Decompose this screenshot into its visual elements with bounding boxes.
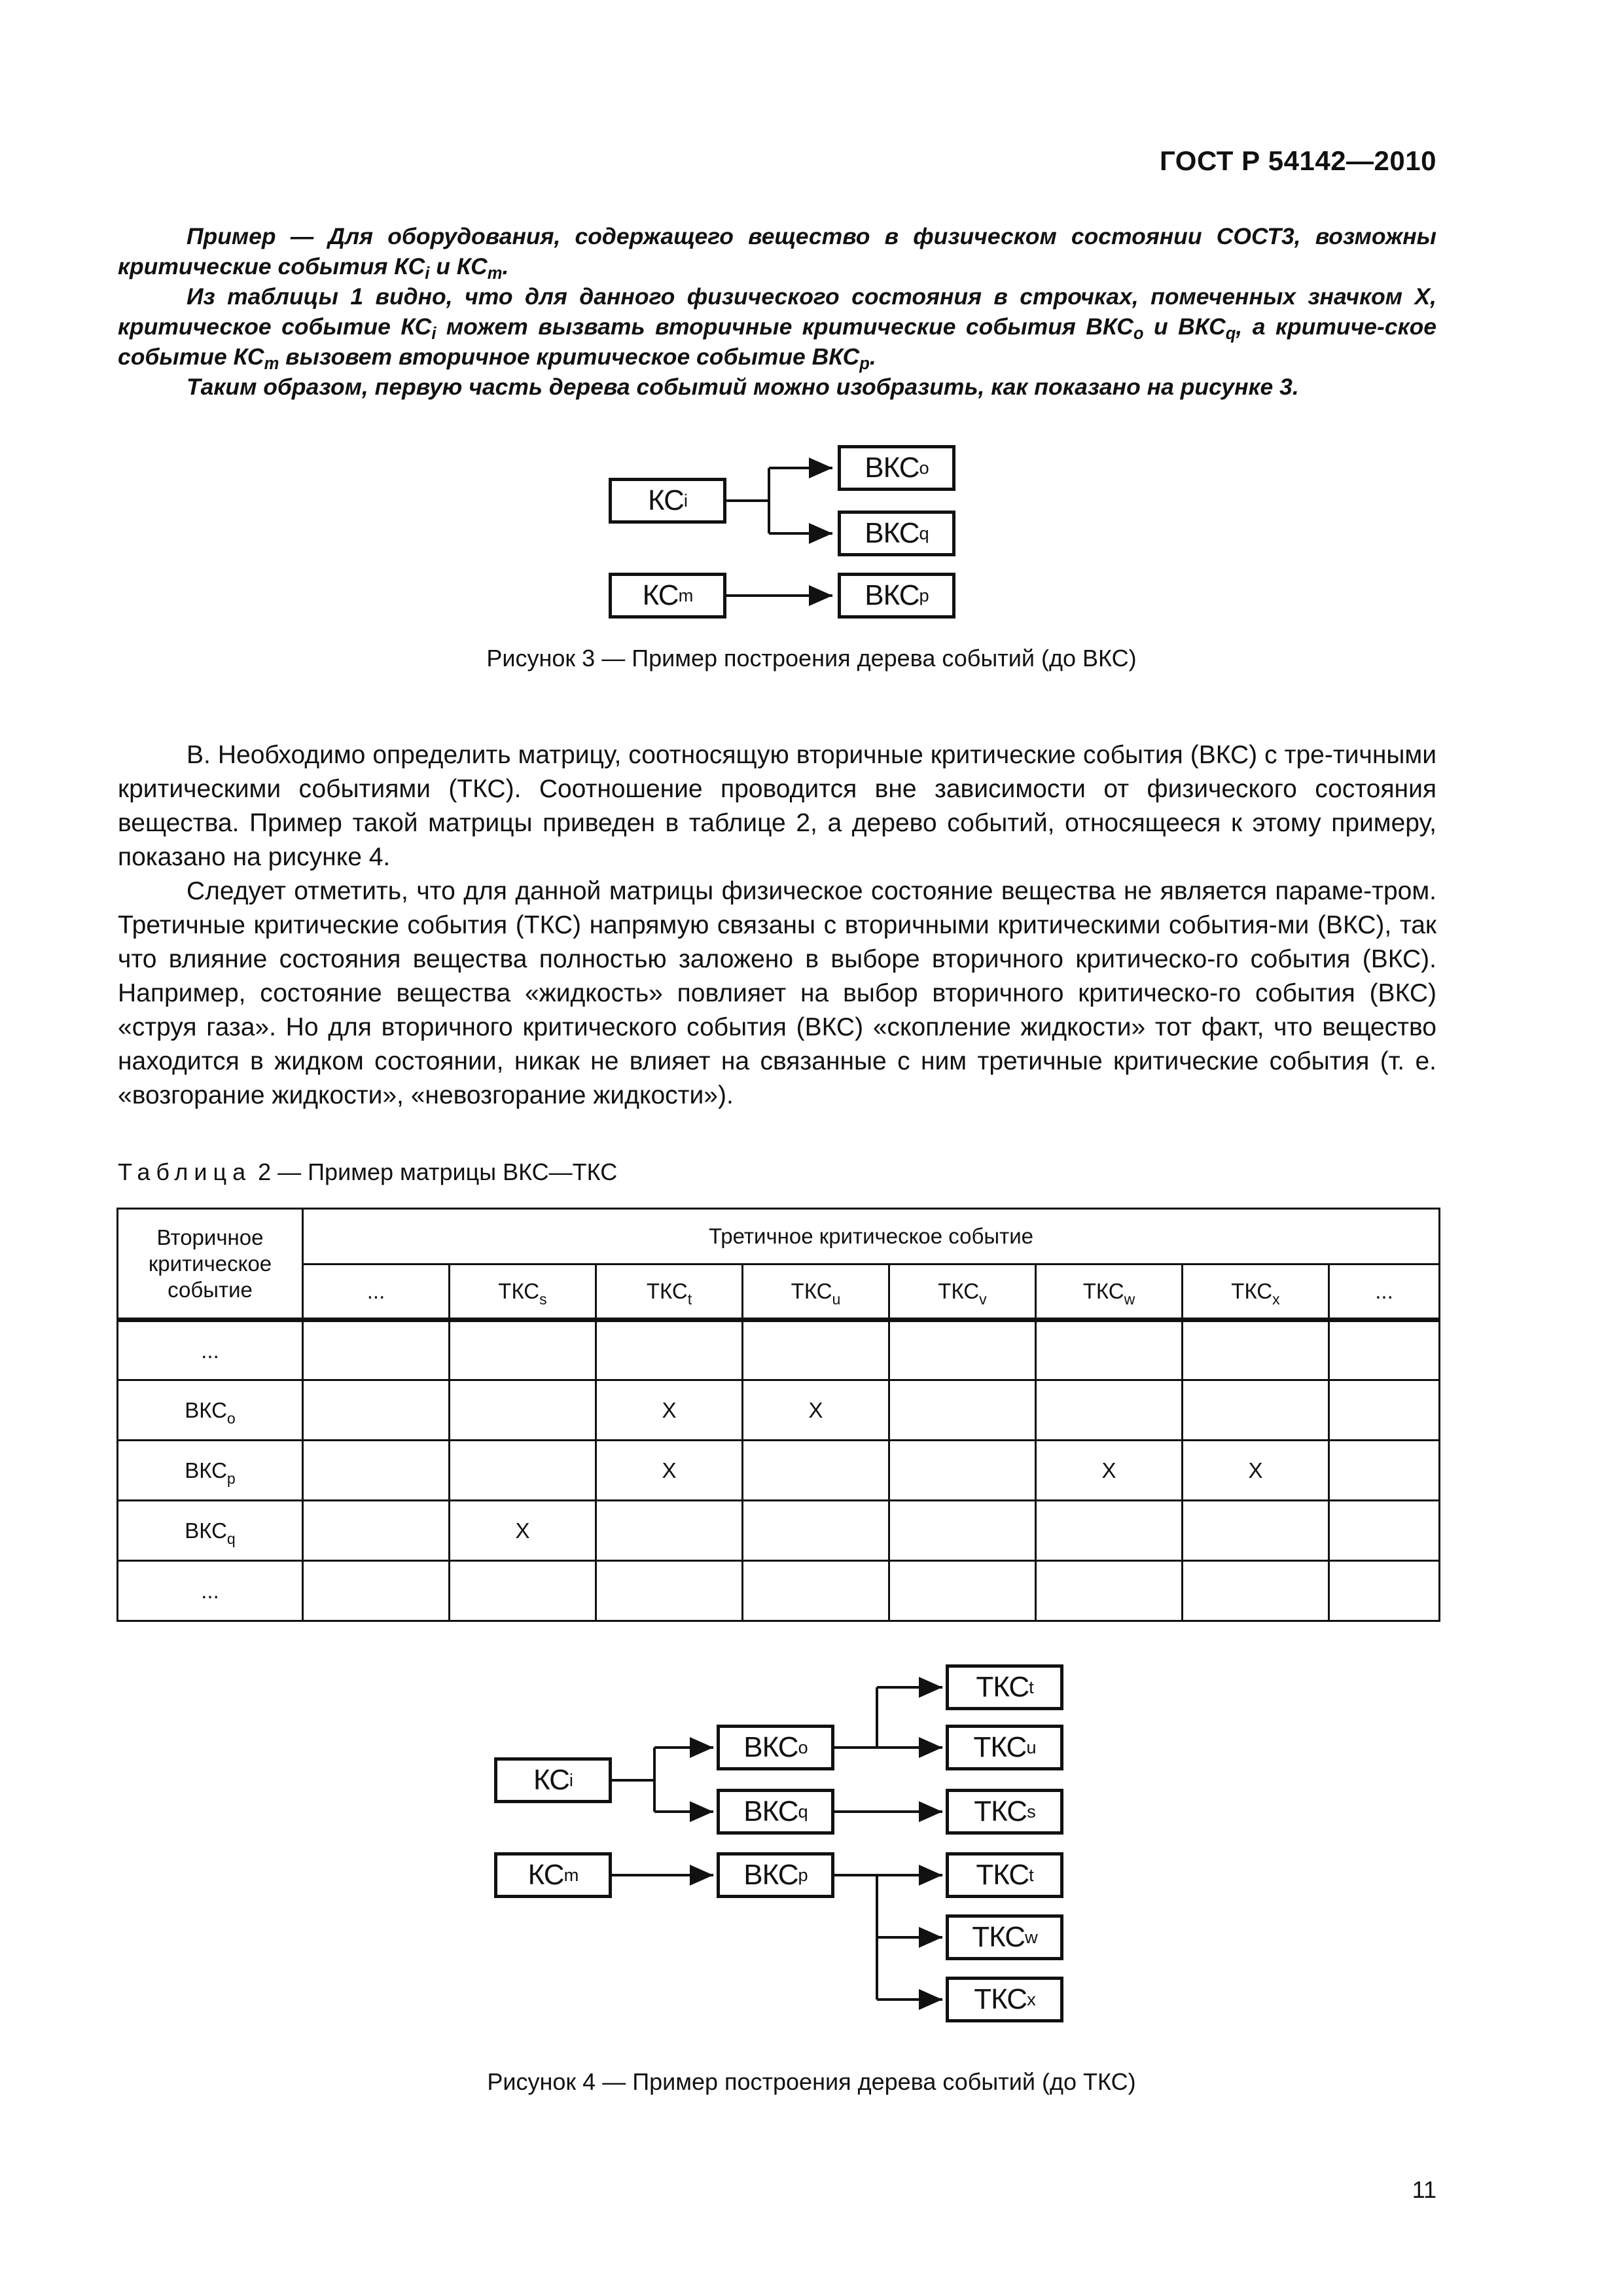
table-2-matrix bbox=[116, 1208, 1440, 1622]
table-cell bbox=[889, 1380, 1036, 1441]
table-cell bbox=[1183, 1561, 1329, 1621]
table-cell bbox=[1036, 1320, 1183, 1380]
node-tks-t: ТКС t bbox=[946, 1664, 1063, 1710]
document-standard-number: ГОСТ Р 54142—2010 bbox=[1160, 145, 1436, 176]
table-column-header: $ТКС_t$ bbox=[596, 1265, 743, 1320]
table-cell bbox=[743, 1441, 889, 1501]
node-tks-x: ТКС x bbox=[946, 1977, 1063, 2022]
table-cell bbox=[450, 1380, 596, 1441]
example-paragraph-3: Таким образом, первую часть дерева событий можно изобразить, как показано на рисунке 3. bbox=[187, 374, 1299, 400]
table-cell bbox=[1329, 1561, 1440, 1621]
body-paragraph-2: Следует отметить, что для данной матрицы физическое состояние вещества не является параме-тром. Третичные критические события (ТКС) напрямую связаны с вторичными критическими события-ми (ВКС), так что влияние состояния вещества полностью заложено в выборе вторичного критическо-го события (ВКС). Например, состояние вещества «жидкость» повлияет на выбор вторичного критическо-го события (ВКС) «струя газа». Но для вторичного критического события (ВКС) «скопление жидкости» тот факт, что вещество находится в жидком состоянии, никак не влияет на связанные с ним третичные критические события (т. е. «возгорание жидкости», «невозгорание жидкости»). bbox=[118, 877, 1436, 1109]
node-ks-i: КС i bbox=[494, 1757, 612, 1803]
node-tks-t-2: ТКС t bbox=[946, 1852, 1063, 1898]
table-row bbox=[118, 1441, 1440, 1501]
table-cell bbox=[596, 1320, 743, 1380]
table-row bbox=[118, 1501, 1440, 1561]
table-cell bbox=[889, 1501, 1036, 1561]
table-cell bbox=[1329, 1501, 1440, 1561]
table-cell bbox=[1036, 1501, 1183, 1561]
table-2-title: Таблица 2 — Пример матрицы ВКС—ТКС bbox=[118, 1158, 618, 1185]
table-cell bbox=[450, 1320, 596, 1380]
table-cell: X bbox=[1036, 1441, 1183, 1501]
table-cell bbox=[303, 1501, 450, 1561]
body-paragraph-1: В. Необходимо определить матрицу, соотносящую вторичные критические события (ВКС) с тре-тичными критическими событиями (ТКС). Соотношение проводится вне зависимости от физического состояния вещества. Пример такой матрицы приведен в таблице 2, а дерево событий, относящееся к этому примеру, показано на рисунке 4. bbox=[118, 741, 1436, 871]
example-paragraph-2: Из таблицы 1 видно, что для данного физического состояния в строчках, помеченных значком X, критическое событие $КС_i$ может вызвать вторичные критические события $ВКС_o$ и $ВКС_q$, а критиче-ское событие $КС_m$ вызовет вторичное критическое событие $ВКС_p$. bbox=[118, 283, 1436, 374]
table-cell bbox=[1329, 1320, 1440, 1380]
node-ks-i: КС i bbox=[609, 478, 726, 524]
table-row-label: ... bbox=[118, 1561, 303, 1621]
table-row bbox=[118, 1380, 1440, 1441]
table-cell bbox=[303, 1380, 450, 1441]
table-cell bbox=[1036, 1561, 1183, 1621]
table-cell: X bbox=[1183, 1441, 1329, 1501]
table-column-header: ... bbox=[303, 1265, 450, 1320]
table-cell bbox=[1329, 1380, 1440, 1441]
table-cell bbox=[596, 1561, 743, 1621]
table-cell bbox=[1329, 1441, 1440, 1501]
body-text bbox=[118, 738, 1436, 1113]
node-vks-o: ВКС o bbox=[838, 445, 955, 491]
table-cell: X bbox=[450, 1501, 596, 1561]
table-cell bbox=[743, 1501, 889, 1561]
figure-4-caption: Рисунок 4 — Пример построения дерева событий (до ТКС) bbox=[487, 2068, 1136, 2095]
example-block bbox=[118, 221, 1436, 402]
node-tks-w: ТКС w bbox=[946, 1914, 1063, 1960]
table-row-label: $ВКС_o$ bbox=[118, 1380, 303, 1441]
table-cell: X bbox=[743, 1380, 889, 1441]
node-vks-p: ВКС p bbox=[838, 573, 955, 619]
table-cell bbox=[1183, 1501, 1329, 1561]
node-vks-o: ВКС o bbox=[717, 1725, 834, 1770]
table-column-header: $ТКС_x$ bbox=[1183, 1265, 1329, 1320]
table-cell bbox=[1036, 1380, 1183, 1441]
node-vks-q: ВКС q bbox=[838, 511, 955, 556]
table-column-header: $ТКС_w$ bbox=[1036, 1265, 1183, 1320]
table-cell bbox=[743, 1320, 889, 1380]
table-row-header: Вторичное критическое событие bbox=[118, 1209, 303, 1320]
table-cell bbox=[889, 1561, 1036, 1621]
table-row bbox=[118, 1320, 1440, 1380]
table-row-label: $ВКС_p$ bbox=[118, 1441, 303, 1501]
node-ks-m: КС m bbox=[494, 1852, 612, 1898]
table-row bbox=[118, 1561, 1440, 1621]
table-column-group-header: Третичное критическое событие bbox=[303, 1209, 1440, 1265]
table-cell bbox=[743, 1561, 889, 1621]
table-row-label: $ВКС_q$ bbox=[118, 1501, 303, 1561]
table-column-header: $ТКС_v$ bbox=[889, 1265, 1036, 1320]
node-tks-u: ТКС u bbox=[946, 1725, 1063, 1770]
table-cell bbox=[889, 1320, 1036, 1380]
table-cell bbox=[450, 1561, 596, 1621]
table-cell bbox=[303, 1320, 450, 1380]
node-vks-p: ВКС p bbox=[717, 1852, 834, 1898]
table-column-header: ... bbox=[1329, 1265, 1440, 1320]
table-cell: X bbox=[596, 1380, 743, 1441]
table-column-header: $ТКС_u$ bbox=[743, 1265, 889, 1320]
figure-3-caption: Рисунок 3 — Пример построения дерева событий (до ВКС) bbox=[486, 645, 1137, 672]
table-row-label: ... bbox=[118, 1320, 303, 1380]
table-cell bbox=[1183, 1380, 1329, 1441]
page-number: 11 bbox=[1412, 2176, 1436, 2203]
table-cell bbox=[303, 1441, 450, 1501]
table-cell bbox=[1183, 1320, 1329, 1380]
table-cell bbox=[450, 1441, 596, 1501]
node-vks-q: ВКС q bbox=[717, 1789, 834, 1835]
table-column-header: $ТКС_s$ bbox=[450, 1265, 596, 1320]
table-cell bbox=[303, 1561, 450, 1621]
table-cell bbox=[889, 1441, 1036, 1501]
example-paragraph-1: Пример — Для оборудования, содержащего вещество в физическом состоянии СОСТ3, возможны критические события $КС_i$ и $КС_m$. bbox=[118, 223, 1436, 283]
node-tks-s: ТКС s bbox=[946, 1789, 1063, 1835]
table-cell: X bbox=[596, 1441, 743, 1501]
table-cell bbox=[596, 1501, 743, 1561]
node-ks-m: КС m bbox=[609, 573, 726, 619]
